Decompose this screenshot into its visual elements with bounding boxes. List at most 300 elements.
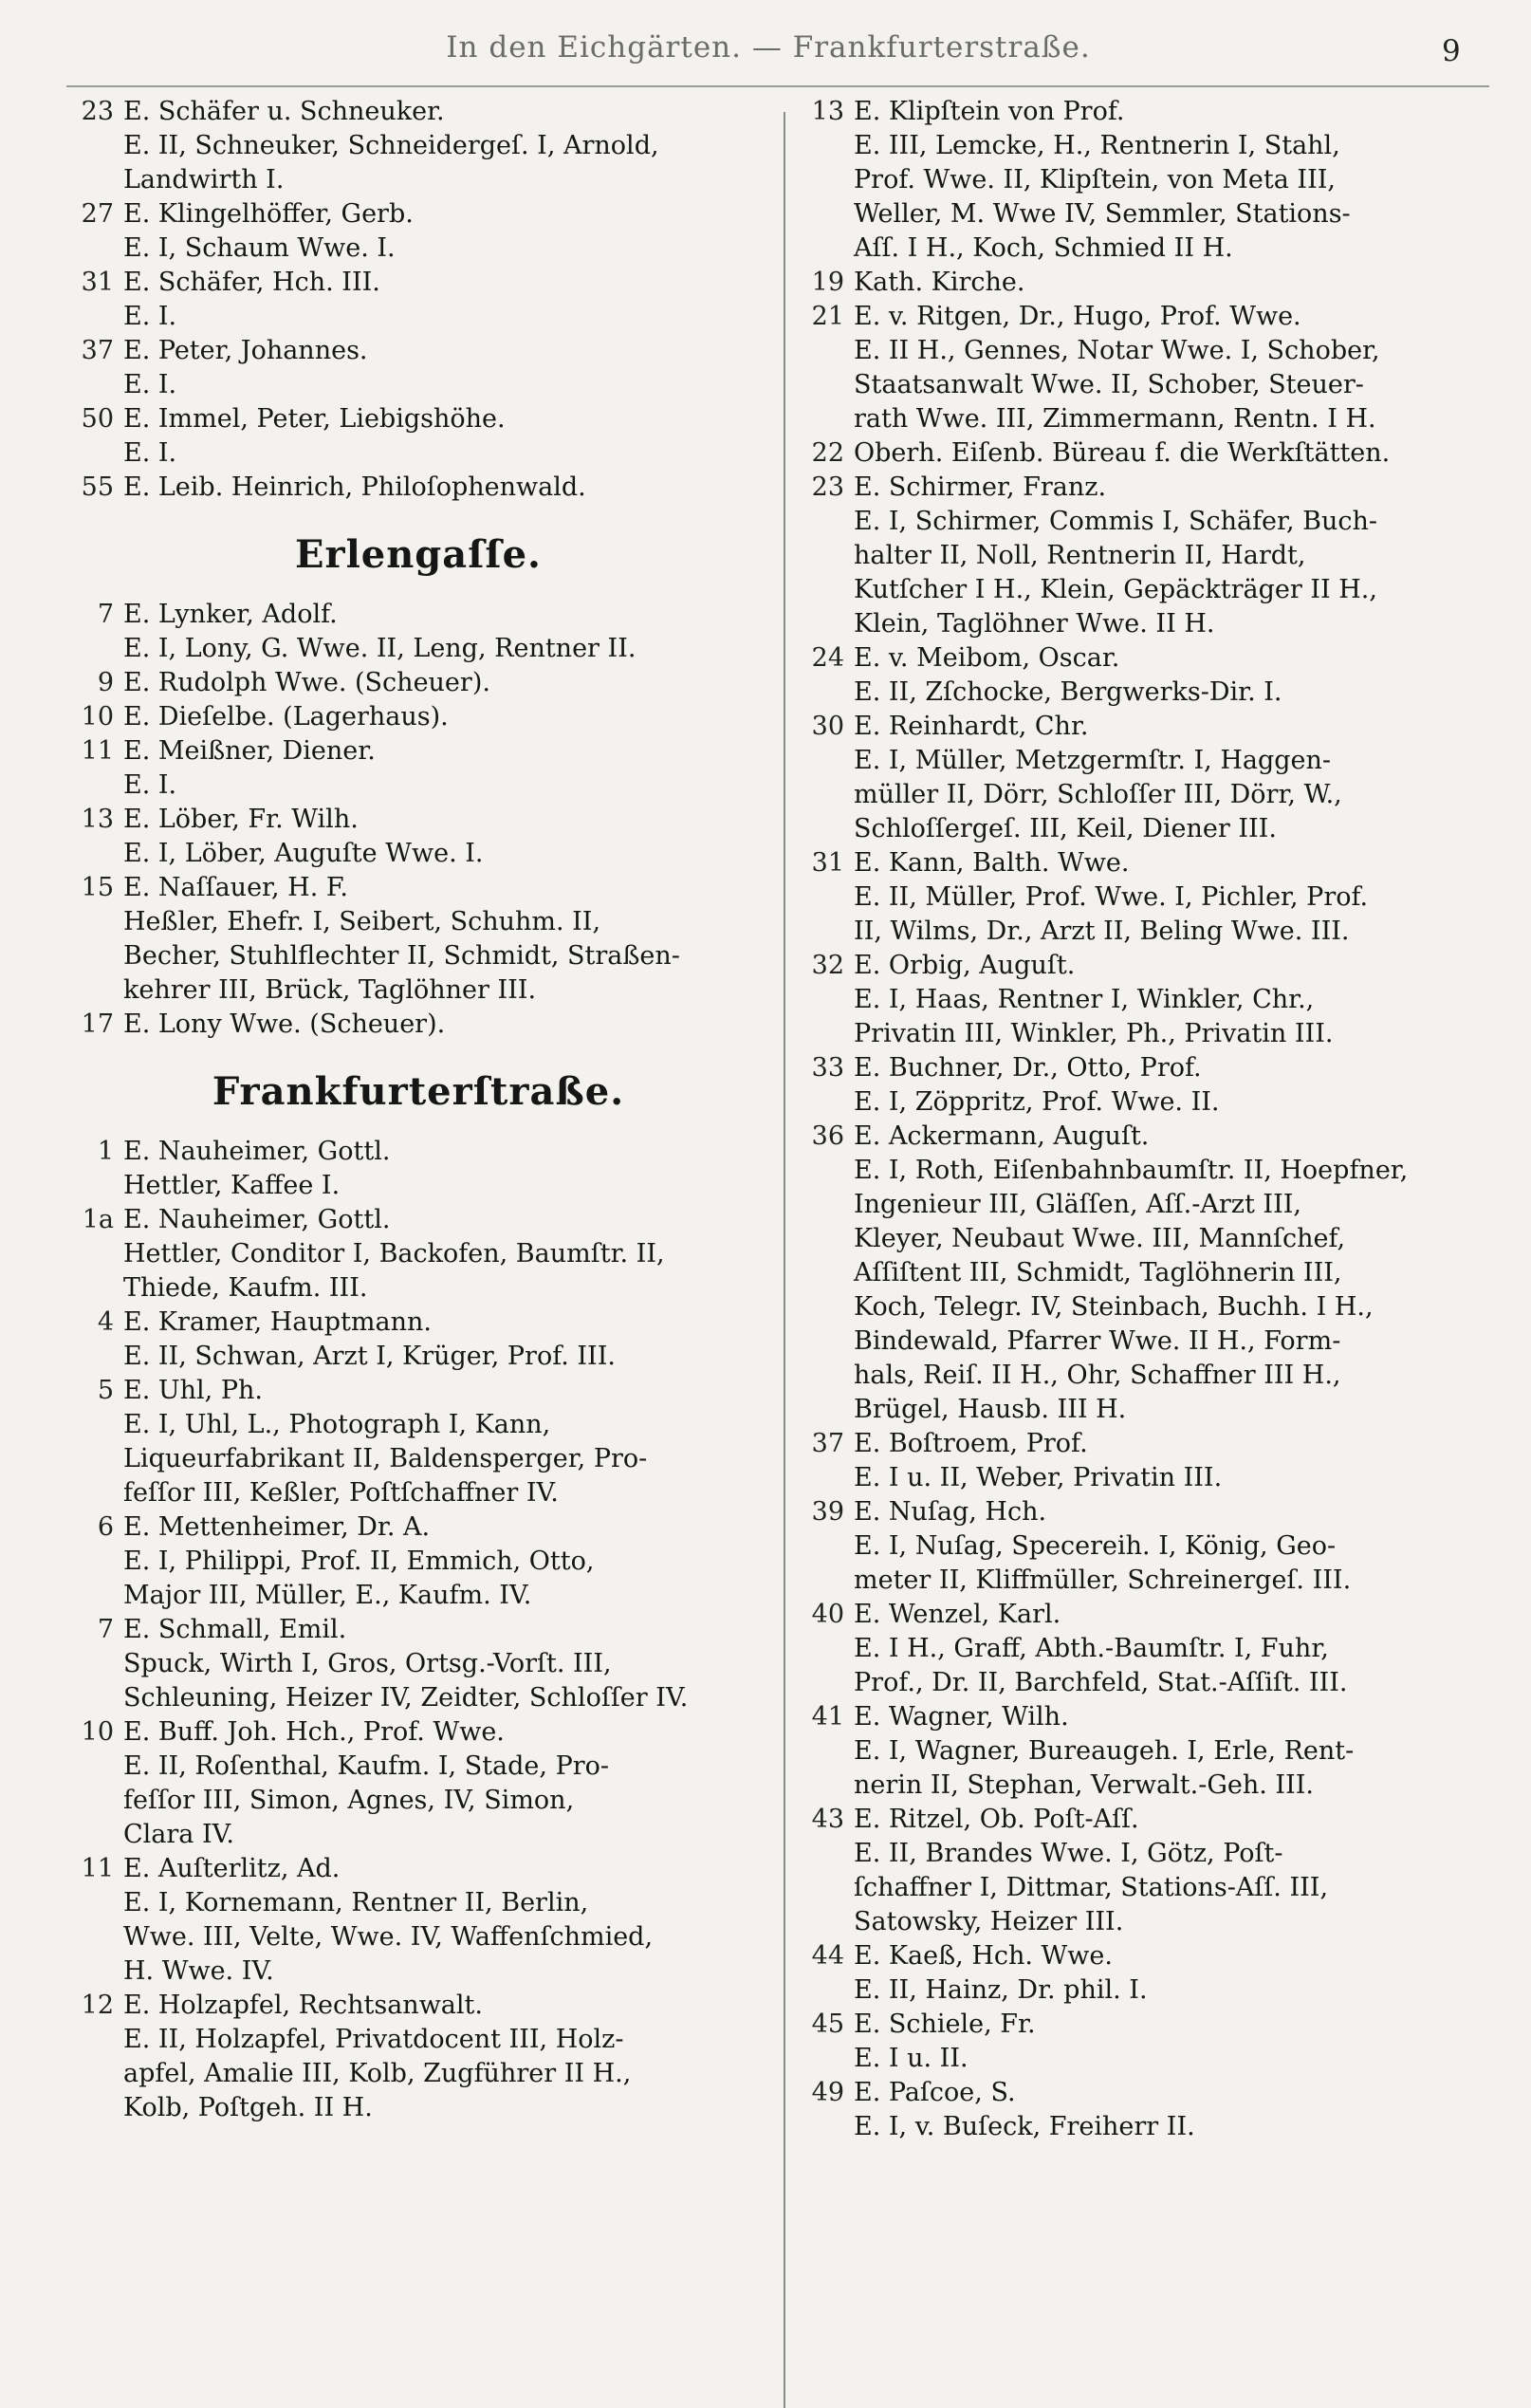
entry-text: II, Wilms, Dr., Arzt II, Beling Wwe. III. <box>854 917 1350 946</box>
entry-text: E. I, Philippi, Prof. II, Emmich, Otto, <box>123 1547 595 1576</box>
entry-text: E. Immel, Peter, Liebigshöhe. <box>123 404 506 434</box>
house-number: 23 <box>81 97 114 126</box>
house-number <box>801 1871 854 1904</box>
house-number <box>72 1818 123 1851</box>
entry-text: E. I. <box>123 438 177 468</box>
house-number <box>801 1324 854 1358</box>
entry-text: E. Naſſauer, H. F. <box>123 873 348 902</box>
entry-line <box>72 1579 765 1612</box>
house-number: 44 <box>811 1941 844 1971</box>
house-number: 30 <box>811 712 844 741</box>
house-number: 27 <box>81 199 114 229</box>
entry-text: E. Lony Wwe. (Scheuer). <box>123 1010 446 1039</box>
entry-line <box>72 734 765 768</box>
entry-text: E. Nauheimer, Gottl. <box>123 1205 391 1234</box>
entry-line <box>801 846 1491 880</box>
entry-text: rath Wwe. III, Zimmermann, Rentn. I H. <box>854 404 1376 434</box>
entry-line <box>801 1427 1491 1460</box>
house-number <box>72 973 123 1007</box>
house-number <box>801 1564 854 1597</box>
entry-line <box>72 1476 765 1510</box>
entry-text: Satowsky, Heizer III. <box>854 1907 1124 1936</box>
house-number <box>72 1169 123 1202</box>
entry-line <box>72 95 765 128</box>
entry-line <box>801 1700 1491 1733</box>
house-number <box>72 1579 123 1612</box>
entry-line <box>72 1374 765 1407</box>
entry-line <box>801 2042 1491 2075</box>
house-number <box>72 1408 123 1441</box>
entry-text: E. I, Schirmer, Commis I, Schäfer, Buch- <box>854 507 1378 536</box>
entry-line <box>801 300 1491 333</box>
entry-text: Major III, Müller, E., Kaufm. IV. <box>123 1581 532 1610</box>
entry-line <box>72 1681 765 1714</box>
house-number <box>801 129 854 162</box>
house-number <box>72 163 123 196</box>
entry-text: Clara IV. <box>123 1820 235 1849</box>
entry-text: E. Schmall, Emil. <box>123 1615 347 1644</box>
entry-line <box>801 1495 1491 1528</box>
house-number <box>801 402 854 435</box>
entry-line <box>801 1359 1491 1392</box>
heading-erlengasse: Erlengaſſe. <box>295 532 542 577</box>
house-number <box>72 939 123 972</box>
entry-text: E. Rudolph Wwe. (Scheuer). <box>123 668 490 697</box>
entry-line <box>72 163 765 196</box>
entry-line <box>72 1818 765 1851</box>
entry-line <box>801 1734 1491 1768</box>
house-number <box>72 1237 123 1270</box>
house-number: 13 <box>811 97 844 126</box>
entry-text: E. I. <box>123 770 177 800</box>
house-number <box>72 1340 123 1373</box>
page-header <box>0 27 1531 74</box>
entry-text: E. I u. II, Weber, Privatin III. <box>854 1463 1223 1492</box>
entry-line <box>801 1120 1491 1153</box>
entry-line <box>72 1647 765 1680</box>
house-number <box>801 607 854 640</box>
entry-text: E. Auſterlitz, Ad. <box>123 1854 341 1883</box>
entry-text: E. Ritzel, Ob. Poſt-Aſſ. <box>854 1805 1139 1834</box>
entry-line <box>72 436 765 470</box>
entry-text: Landwirth I. <box>123 165 285 194</box>
entry-line <box>72 939 765 972</box>
house-number: 1 <box>97 1137 114 1166</box>
entry-line <box>801 1598 1491 1631</box>
house-number <box>801 1666 854 1699</box>
entry-text: E. Holzapfel, Rechtsanwalt. <box>123 1991 483 2020</box>
entry-text: Privatin III, Winkler, Ph., Privatin III. <box>854 1019 1334 1048</box>
entry-line <box>801 1666 1491 1699</box>
entry-line <box>801 1393 1491 1426</box>
house-number <box>801 368 854 401</box>
entry-text: Schleuning, Heizer IV, Zeidter, Schloſſer IV. <box>123 1683 689 1713</box>
entry-line <box>801 949 1491 982</box>
entry-text: E. Orbig, Auguſt. <box>854 951 1076 980</box>
header-rule <box>66 85 1489 87</box>
entry-line <box>801 1632 1491 1665</box>
house-number: 45 <box>811 2010 844 2039</box>
entry-line <box>72 129 765 162</box>
entry-line <box>72 2091 765 2124</box>
house-number <box>801 2042 854 2075</box>
house-number: 41 <box>811 1702 844 1732</box>
house-number <box>801 744 854 777</box>
entry-text: hals, Reiſ. II H., Ohr, Schaffner III H., <box>854 1361 1341 1390</box>
entry-line <box>801 1837 1491 1870</box>
entry-text: E. Kaeß, Hch. Wwe. <box>854 1941 1113 1971</box>
house-number: 43 <box>811 1805 844 1834</box>
house-number <box>801 1734 854 1768</box>
entry-text: E. I, Löber, Auguſte Wwe. I. <box>123 839 484 868</box>
entry-text: E. Schirmer, Franz. <box>854 472 1107 502</box>
house-number <box>72 436 123 470</box>
entry-text: Klein, Taglöhner Wwe. II H. <box>854 609 1215 639</box>
house-number <box>801 778 854 811</box>
entry-text: Brügel, Hausb. III H. <box>854 1395 1127 1424</box>
entry-line <box>801 1461 1491 1494</box>
section-frankfurterstrasse-right <box>801 95 1491 2143</box>
house-number: 12 <box>81 1991 114 2020</box>
entry-line <box>801 232 1491 265</box>
entry-text: E. Reinhardt, Chr. <box>854 712 1089 741</box>
section-erlengasse <box>72 598 765 1041</box>
house-number <box>801 1256 854 1289</box>
entry-text: E. II, Holzapfel, Privatdocent III, Holz- <box>123 2025 624 2054</box>
entry-text: halter II, Noll, Rentnerin II, Hardt, <box>854 541 1306 570</box>
entry-text: E. I, v. Buſeck, Freiherr II. <box>854 2112 1195 2141</box>
entry-line <box>72 1271 765 1305</box>
house-number: 17 <box>81 1010 114 1039</box>
house-number <box>801 1222 854 1255</box>
house-number <box>801 880 854 914</box>
entry-text: kehrer III, Brück, Taglöhner III. <box>123 975 537 1005</box>
entry-line <box>72 2023 765 2056</box>
entry-text: E. I, Uhl, L., Photograph I, Kann, <box>123 1410 551 1439</box>
house-number <box>801 1393 854 1426</box>
entry-line <box>72 471 765 504</box>
entry-text: Liqueurfabrikant II, Baldensperger, Pro- <box>123 1444 648 1473</box>
house-number <box>801 505 854 538</box>
house-number <box>801 812 854 845</box>
entry-line <box>72 1954 765 1988</box>
entry-text: E. I, Nuſag, Specereih. I, König, Geo- <box>854 1531 1337 1561</box>
house-number <box>801 915 854 948</box>
house-number <box>801 1154 854 1187</box>
entry-text: E. Nauheimer, Gottl. <box>123 1137 391 1166</box>
entry-line <box>72 1203 765 1236</box>
entry-line <box>801 1290 1491 1324</box>
entry-text: E. I. <box>123 370 177 399</box>
entry-text: E. Uhl, Ph. <box>123 1376 263 1405</box>
house-number: 6 <box>97 1512 114 1542</box>
house-number: 7 <box>97 600 114 629</box>
house-number: 33 <box>811 1053 844 1083</box>
entry-text: E. Boſtroem, Prof. <box>854 1429 1088 1458</box>
entry-text: Aſſiſtent III, Schmidt, Taglöhnerin III, <box>854 1258 1342 1287</box>
house-number: 37 <box>81 336 114 365</box>
entry-text: E. Peter, Johannes. <box>123 336 368 365</box>
entry-text: müller II, Dörr, Schloſſer III, Dörr, W., <box>854 780 1342 809</box>
entry-line <box>72 871 765 904</box>
entry-text: E. I, Müller, Metzgermſtr. I, Haggen- <box>854 746 1332 775</box>
house-number: 37 <box>811 1429 844 1458</box>
entry-text: E. I, Lony, G. Wwe. II, Leng, Rentner II. <box>123 634 636 663</box>
entry-text: E. Buff. Joh. Hch., Prof. Wwe. <box>123 1717 505 1747</box>
entry-line <box>801 2008 1491 2041</box>
column-divider <box>784 112 785 2408</box>
entry-line <box>801 1188 1491 1221</box>
house-number: 9 <box>97 668 114 697</box>
entry-line <box>72 1306 765 1339</box>
entry-line <box>801 1017 1491 1050</box>
entry-text: E. v. Ritgen, Dr., Hugo, Prof. Wwe. <box>854 302 1301 331</box>
entry-line <box>72 232 765 265</box>
entry-line <box>801 915 1491 948</box>
entry-text: Kutſcher I H., Klein, Gepäckträger II H., <box>854 575 1377 604</box>
entry-text: E. II, Müller, Prof. Wwe. I, Pichler, Prof. <box>854 882 1369 912</box>
entry-text: Kath. Kirche. <box>854 268 1025 297</box>
entry-text: Weller, M. Wwe IV, Semmler, Stations- <box>854 199 1351 229</box>
house-number <box>801 1769 854 1802</box>
entry-line <box>801 1905 1491 1938</box>
house-number <box>801 983 854 1016</box>
entry-text: Schloſſergeſ. III, Keil, Diener III. <box>854 814 1277 843</box>
entry-text: E. Meißner, Diener. <box>123 736 376 766</box>
entry-line <box>801 95 1491 128</box>
entry-line <box>801 1222 1491 1255</box>
house-number <box>72 1681 123 1714</box>
entry-line <box>801 1871 1491 1904</box>
entry-text: E. Wagner, Wilh. <box>854 1702 1069 1732</box>
entry-line <box>72 197 765 231</box>
house-number: 32 <box>811 951 844 980</box>
entry-line <box>801 2110 1491 2143</box>
entry-line <box>72 1442 765 1475</box>
entry-text: Hettler, Kaffee I. <box>123 1171 341 1200</box>
entry-text: meter II, Kliffmüller, Schreinergeſ. III. <box>854 1565 1352 1595</box>
entry-text: E. II, Hainz, Dr. phil. I. <box>854 1975 1148 2005</box>
entry-line <box>72 803 765 836</box>
entry-line <box>72 1135 765 1168</box>
entry-line <box>801 1769 1491 1802</box>
entry-text: E. I, Haas, Rentner I, Winkler, Chr., <box>854 985 1315 1014</box>
left-column <box>72 95 765 2125</box>
entry-line <box>72 402 765 435</box>
entry-text: Kolb, Poſtgeh. II H. <box>123 2093 373 2122</box>
entry-line <box>801 1324 1491 1358</box>
entry-text: E. Dieſelbe. (Lagerhaus). <box>123 702 449 732</box>
entry-text: E. Ackermann, Auguſt. <box>854 1121 1150 1151</box>
house-number <box>801 334 854 367</box>
entry-text: E. Kramer, Hauptmann. <box>123 1307 432 1337</box>
house-number <box>801 1290 854 1324</box>
entry-line <box>801 1939 1491 1973</box>
entry-line <box>72 666 765 699</box>
entry-line <box>801 266 1491 299</box>
entry-text: Koch, Telegr. IV, Steinbach, Buchh. I H., <box>854 1292 1374 1322</box>
entry-text: E. Schäfer, Hch. III. <box>123 268 380 297</box>
house-number <box>72 1271 123 1305</box>
page-number: 9 <box>1442 34 1461 68</box>
house-number: 55 <box>81 472 114 502</box>
house-number: 31 <box>811 848 844 878</box>
house-number <box>72 1545 123 1578</box>
entry-line <box>72 1008 765 1041</box>
entry-text: feſſor III, Keßler, Poſtſchaffner IV. <box>123 1478 559 1508</box>
house-number <box>801 1188 854 1221</box>
house-number <box>72 1476 123 1510</box>
entry-line <box>72 973 765 1007</box>
entry-text: E. Schäfer u. Schneuker. <box>123 97 445 126</box>
entry-text: Bindewald, Pfarrer Wwe. II H., Form- <box>854 1326 1341 1356</box>
house-number <box>72 2023 123 2056</box>
entry-text: E. Nuſag, Hch. <box>854 1497 1047 1527</box>
entry-text: Prof., Dr. II, Barchfeld, Stat.-Aſſiſt. III. <box>854 1668 1348 1697</box>
house-number: 22 <box>811 438 844 468</box>
house-number <box>801 2110 854 2143</box>
entry-line <box>72 1340 765 1373</box>
entry-text: apfel, Amalie III, Kolb, Zugführer II H., <box>123 2059 632 2088</box>
entry-text: E. I, Zöppritz, Prof. Wwe. II. <box>854 1087 1220 1117</box>
entry-line <box>801 1154 1491 1187</box>
entry-line <box>801 1256 1491 1289</box>
entry-text: E. I u. II. <box>854 2044 968 2073</box>
house-number <box>801 573 854 606</box>
house-number <box>801 1359 854 1392</box>
entry-line <box>801 1051 1491 1084</box>
heading-frankfurterstrasse: Frankfurterſtraße. <box>212 1069 625 1114</box>
house-number: 21 <box>811 302 844 331</box>
house-number: 10 <box>81 702 114 732</box>
entry-line <box>801 1803 1491 1836</box>
entry-line <box>72 1989 765 2022</box>
entry-text: nerin II, Stephan, Verwalt.-Geh. III. <box>854 1770 1315 1800</box>
entry-line <box>72 1408 765 1441</box>
entry-line <box>801 607 1491 640</box>
house-number <box>72 837 123 870</box>
house-number: 7 <box>97 1615 114 1644</box>
entry-line <box>72 1852 765 1885</box>
house-number <box>801 1905 854 1938</box>
house-number <box>72 300 123 333</box>
house-number <box>801 1017 854 1050</box>
entry-text: feſſor III, Simon, Agnes, IV, Simon, <box>123 1786 575 1815</box>
entry-line <box>801 1564 1491 1597</box>
house-number: 15 <box>81 873 114 902</box>
entry-line <box>801 402 1491 435</box>
entry-text: E. I, Kornemann, Rentner II, Berlin, <box>123 1888 589 1917</box>
house-number <box>72 2057 123 2090</box>
section-frankfurterstrasse-left <box>72 1135 765 2124</box>
entry-line <box>72 1545 765 1578</box>
entry-text: Oberh. Eiſenb. Büreau f. die Werkſtätten. <box>854 438 1391 468</box>
entry-text: E. I, Schaum Wwe. I. <box>123 233 396 263</box>
entry-text: H. Wwe. IV. <box>123 1956 274 1986</box>
house-number: 13 <box>81 805 114 834</box>
house-number <box>72 1784 123 1817</box>
house-number: 23 <box>811 472 844 502</box>
entry-text: Thiede, Kaufm. III. <box>123 1273 368 1303</box>
entry-line <box>801 368 1491 401</box>
entry-line <box>72 1750 765 1783</box>
house-number <box>72 232 123 265</box>
house-number <box>72 632 123 665</box>
entry-line <box>72 1784 765 1817</box>
entry-line <box>801 1529 1491 1563</box>
entry-text: E. I, Wagner, Bureaugeh. I, Erle, Rent- <box>854 1736 1355 1766</box>
entry-text: Kleyer, Neubaut Wwe. III, Mannſchef, <box>854 1224 1346 1253</box>
house-number: 49 <box>811 2078 844 2107</box>
house-number <box>801 1529 854 1563</box>
house-number: 11 <box>81 736 114 766</box>
entry-line <box>72 837 765 870</box>
house-number: 11 <box>81 1854 114 1883</box>
entry-text: E. Löber, Fr. Wilh. <box>123 805 359 834</box>
entry-line <box>72 266 765 299</box>
house-number <box>72 1647 123 1680</box>
entry-text: Wwe. III, Velte, Wwe. IV, Waffenſchmied, <box>123 1922 654 1952</box>
house-number: 10 <box>81 1717 114 1747</box>
entry-line <box>72 1169 765 1202</box>
entry-line <box>801 539 1491 572</box>
house-number <box>801 1461 854 1494</box>
entry-line <box>801 880 1491 914</box>
house-number: 36 <box>811 1121 844 1151</box>
entry-line <box>801 573 1491 606</box>
entry-line <box>72 2057 765 2090</box>
section-eichgaerten <box>72 95 765 504</box>
entry-text: Hettler, Conditor I, Backofen, Baumſtr. II, <box>123 1239 665 1269</box>
entry-line <box>801 2076 1491 2109</box>
house-number: 19 <box>811 268 844 297</box>
entry-text: ſchaffner I, Dittmar, Stations-Aſſ. III, <box>854 1873 1329 1902</box>
house-number <box>801 1837 854 1870</box>
entry-text: E. Leib. Heinrich, Philoſophenwald. <box>123 472 586 502</box>
entry-line <box>801 812 1491 845</box>
entry-line <box>801 983 1491 1016</box>
entry-text: E. II, Schwan, Arzt I, Krüger, Prof. III. <box>123 1342 616 1371</box>
house-number <box>72 1750 123 1783</box>
entry-text: Heßler, Ehefr. I, Seibert, Schuhm. II, <box>123 907 601 936</box>
entry-text: Spuck, Wirth I, Gros, Ortsg.-Vorſt. III, <box>123 1649 612 1678</box>
entry-line <box>72 700 765 733</box>
entry-text: Ingenieur III, Gläſſen, Aſſ.-Arzt III, <box>854 1190 1302 1219</box>
house-number <box>801 232 854 265</box>
house-number <box>72 769 123 802</box>
entry-text: E. II, Brandes Wwe. I, Götz, Poſt- <box>854 1839 1283 1868</box>
entry-text: E. I H., Graff, Abth.-Baumſtr. I, Fuhr, <box>854 1634 1329 1663</box>
entry-text: E. Klipſtein von Prof. <box>854 97 1125 126</box>
entry-line <box>801 471 1491 504</box>
entry-line <box>72 632 765 665</box>
house-number <box>72 368 123 401</box>
entry-line <box>72 1920 765 1954</box>
house-number: 39 <box>811 1497 844 1527</box>
running-head: In den Eichgärten. — Frankfurterstraße. <box>446 30 1091 65</box>
entry-line <box>801 129 1491 162</box>
entry-line <box>801 436 1491 470</box>
entry-text: E. Lynker, Adolf. <box>123 600 338 629</box>
house-number <box>72 1954 123 1988</box>
house-number: 5 <box>97 1376 114 1405</box>
entry-line <box>72 598 765 631</box>
house-number: 40 <box>811 1600 844 1629</box>
house-number <box>72 1442 123 1475</box>
house-number <box>801 676 854 709</box>
entry-text: E. II, Roſenthal, Kaufm. I, Stade, Pro- <box>123 1751 610 1781</box>
house-number <box>72 2091 123 2124</box>
